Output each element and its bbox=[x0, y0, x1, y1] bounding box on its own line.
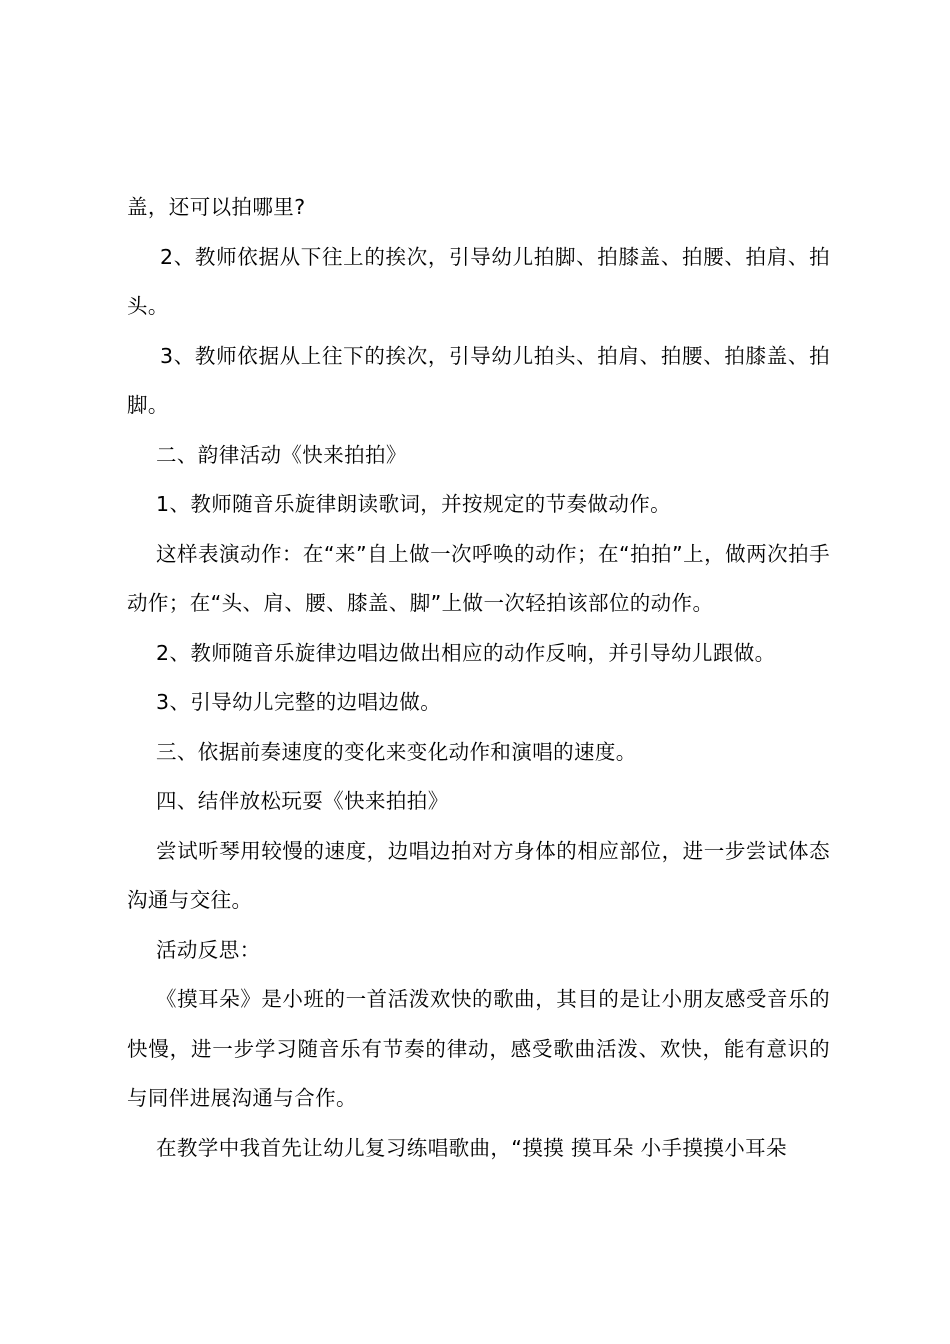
section-heading-partner-play: 四、结伴放松玩耍《快来拍拍》 bbox=[156, 789, 449, 813]
document-body bbox=[127, 183, 830, 1173]
paragraph-performance-actions: 这样表演动作：在“来”自上做一次呼唤的动作；在“拍拍”上，做两次拍手动作；在“头、肩、腰、膝盖、脚”上做一次轻拍该部位的动作。 bbox=[127, 541, 830, 615]
paragraph-rhythm-step-1: 1、教师随音乐旋律朗读歌词，并按规定的节奏做动作。 bbox=[156, 492, 672, 516]
section-heading-tempo-change: 三、依据前奏速度的变化来变化动作和演唱的速度。 bbox=[156, 739, 637, 764]
paragraph-continuation: 盖，还可以拍哪里? bbox=[127, 195, 306, 219]
section-heading-rhythm-activity: 二、韵律活动《快来拍拍》 bbox=[156, 442, 407, 467]
paragraph-rhythm-step-2: 2、教师随音乐旋律边唱边做出相应的动作反响，并引导幼儿跟做。 bbox=[156, 640, 776, 665]
paragraph-reflection-summary: 《摸耳朵》是小班的一首活泼欢快的歌曲，其目的是让小朋友感受音乐的快慢，进一步学习随音乐有节奏的律动，感受歌曲活泼、欢快，能有意识的与同伴进展沟通与合作。 bbox=[127, 987, 830, 1110]
paragraph-teaching-process: 在教学中我首先让幼儿复习练唱歌曲，“摸摸 摸耳朵 小手摸摸小耳朵 bbox=[156, 1135, 787, 1160]
paragraph-step-3-downward: 3、教师依据从上往下的挨次，引导幼儿拍头、拍肩、拍腰、拍膝盖、拍脚。 bbox=[127, 343, 830, 417]
section-heading-reflection: 活动反思： bbox=[156, 937, 261, 962]
paragraph-step-2-upward: 2、教师依据从下往上的挨次，引导幼儿拍脚、拍膝盖、拍腰、拍肩、拍头。 bbox=[127, 244, 830, 318]
paragraph-partner-play: 尝试听琴用较慢的速度，边唱边拍对方身体的相应部位，进一步尝试体态沟通与交往。 bbox=[127, 838, 830, 912]
paragraph-rhythm-step-3: 3、引导幼儿完整的边唱边做。 bbox=[156, 690, 442, 714]
